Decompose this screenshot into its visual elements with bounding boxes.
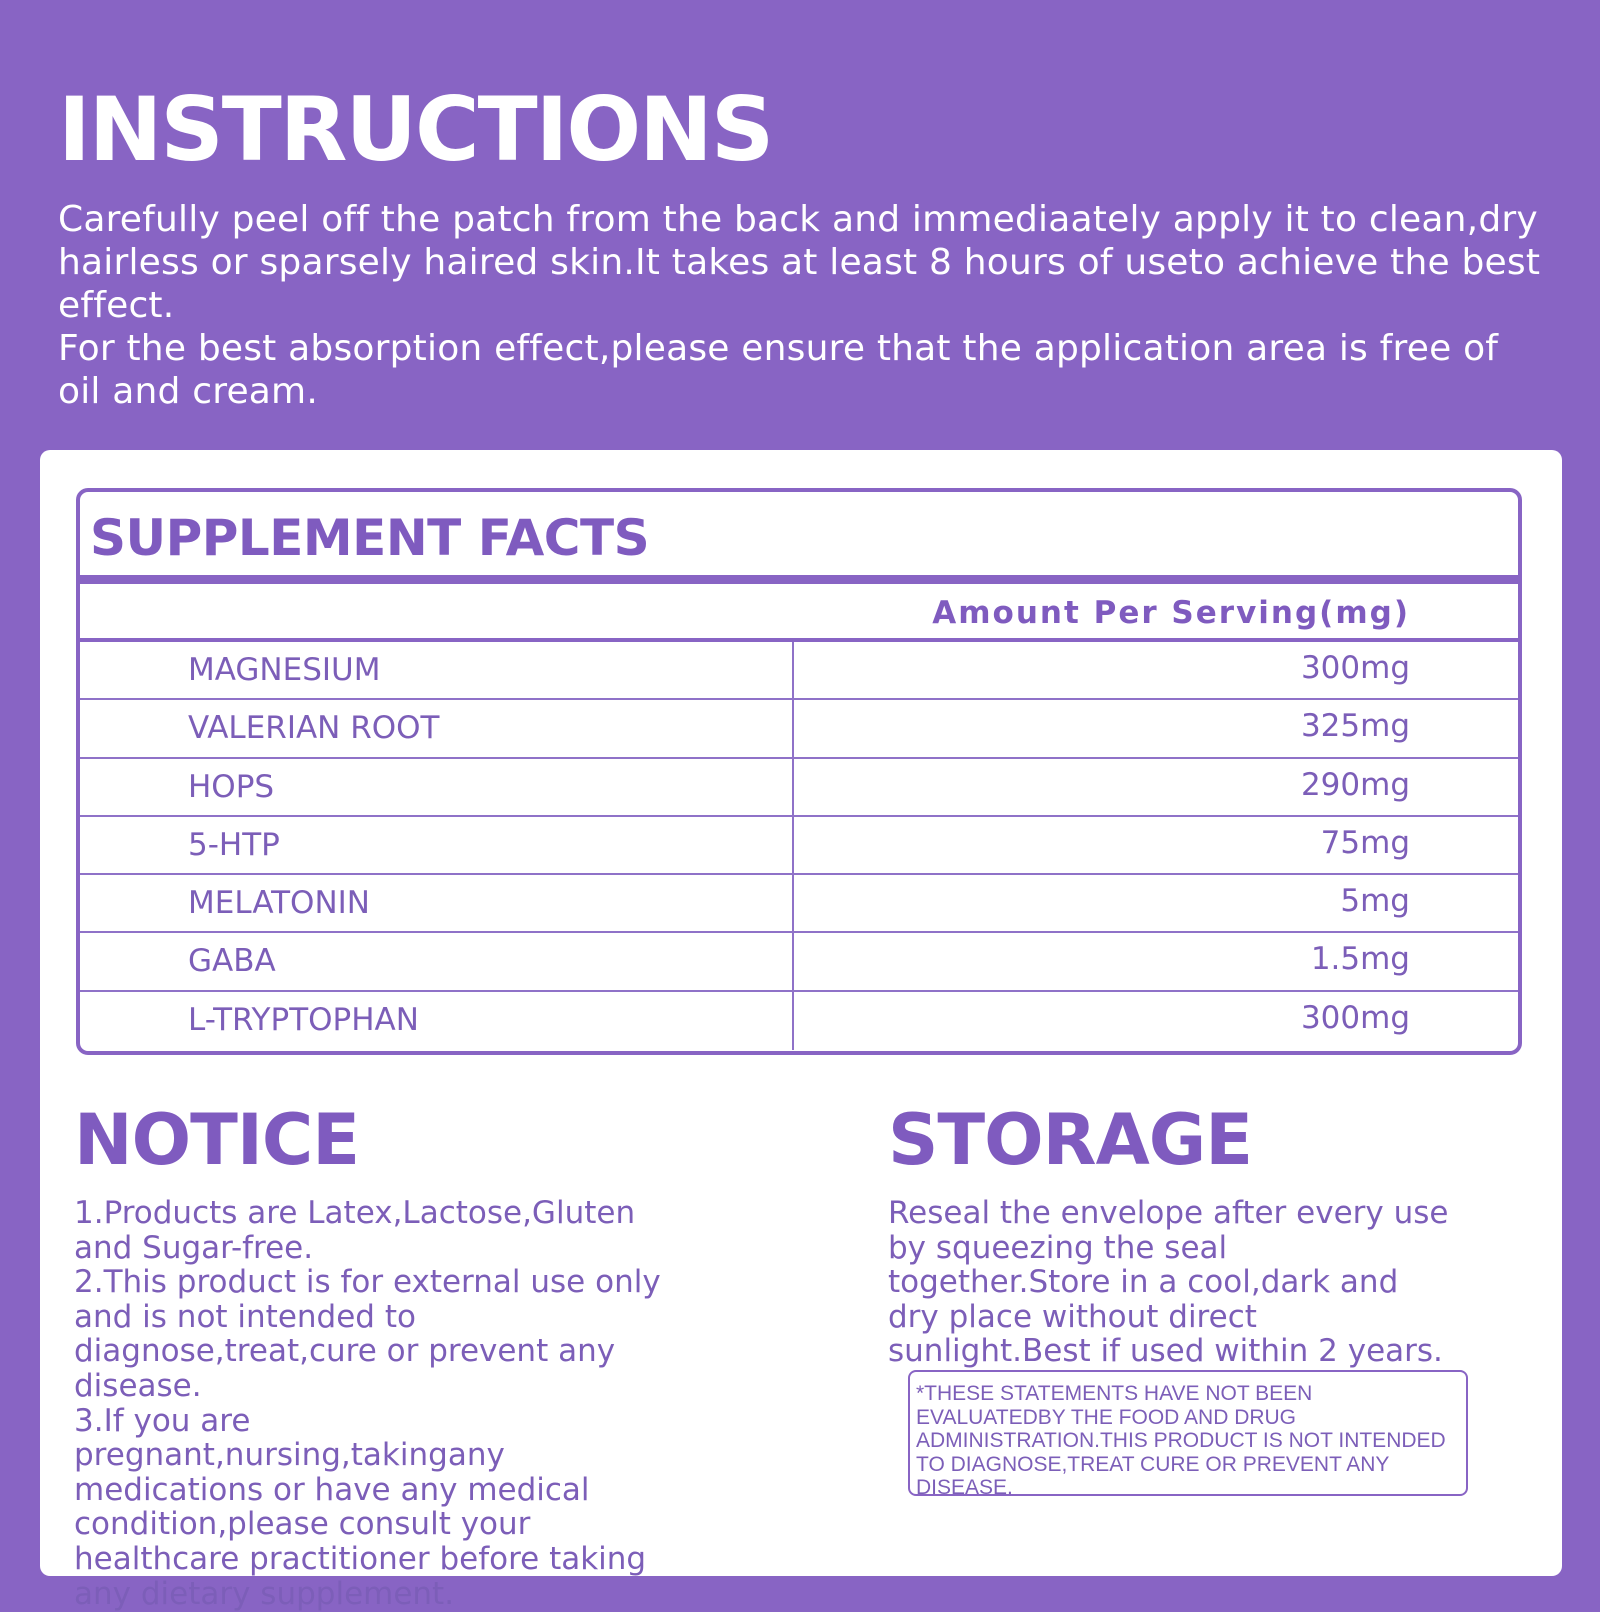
ingredient-amount: 5mg (1340, 883, 1410, 920)
table-row (80, 642, 1518, 700)
amount-column-header: Amount Per Serving(mg) (80, 584, 1518, 642)
storage-text (888, 1196, 1458, 1369)
storage-paragraph: Reseal the envelope after every use by squeezing the seal together.Store in a cool,dark and dry place without direct sunlight.Best if used within 2 years. (888, 1195, 1449, 1370)
ingredient-amount: 290mg (1300, 766, 1410, 803)
table-row (80, 933, 1518, 991)
table-row (80, 700, 1518, 758)
ingredient-amount: 1.5mg (1310, 941, 1410, 978)
supplement-facts-title: SUPPLEMENT FACTS (80, 492, 1518, 584)
supplement-facts-table (76, 488, 1522, 1055)
instructions-paragraph-1: Carefully peel off the patch from the back and immediaately apply it to clean,dry hairless or sparsely haired skin.It takes at least 8 hours of useto achieve the best effect. (58, 199, 1541, 326)
instructions-text (58, 198, 1548, 413)
notice-item: 2.This product is for external use only and is not intended to diagnose,treat,cure or prevent any disease. (74, 1264, 661, 1404)
ingredient-amount: 300mg (1300, 650, 1410, 686)
ingredient-name: GABA (80, 933, 794, 989)
storage-title: STORAGE (888, 1099, 1253, 1181)
ingredient-name: VALERIAN ROOT (80, 700, 794, 756)
table-row (80, 759, 1518, 817)
ingredient-name: 5-HTP (80, 817, 794, 873)
ingredient-name: MAGNESIUM (80, 642, 794, 698)
instructions-title: INSTRUCTIONS (58, 78, 773, 181)
ingredient-name: HOPS (80, 759, 794, 815)
instructions-paragraph-2: For the best absorption effect,please ensure that the application area is free of oil and cream. (58, 328, 1499, 412)
instructions-section (58, 80, 1548, 413)
ingredient-amount: 300mg (1300, 999, 1410, 1036)
ingredient-amount: 325mg (1300, 708, 1410, 745)
ingredient-amount: 75mg (1320, 824, 1410, 861)
content-card (40, 450, 1562, 1612)
table-row (80, 817, 1518, 875)
notice-list (74, 1196, 674, 1611)
ingredient-name: L-TRYPTOPHAN (80, 992, 794, 1050)
table-row (80, 875, 1518, 933)
table-row (80, 992, 1518, 1050)
notice-item: 3.If you are pregnant,nursing,takingany medications or have any medical condition,please consult your healthcare practitioner before taking any dietary supplement. (74, 1402, 647, 1612)
ingredient-name: MELATONIN (80, 875, 794, 931)
notice-title: NOTICE (74, 1099, 360, 1181)
notice-item: 1.Products are Latex,Lactose,Gluten and Sugar-free. (74, 1195, 636, 1266)
fda-disclaimer-box: *THESE STATEMENTS HAVE NOT BEEN EVALUATEDBY THE FOOD AND DRUG ADMINISTRATION.THIS PRODUCT IS NOT INTENDED TO DIAGNOSE,TREAT CURE OR PREVENT ANY DISEASE. (908, 1370, 1468, 1496)
